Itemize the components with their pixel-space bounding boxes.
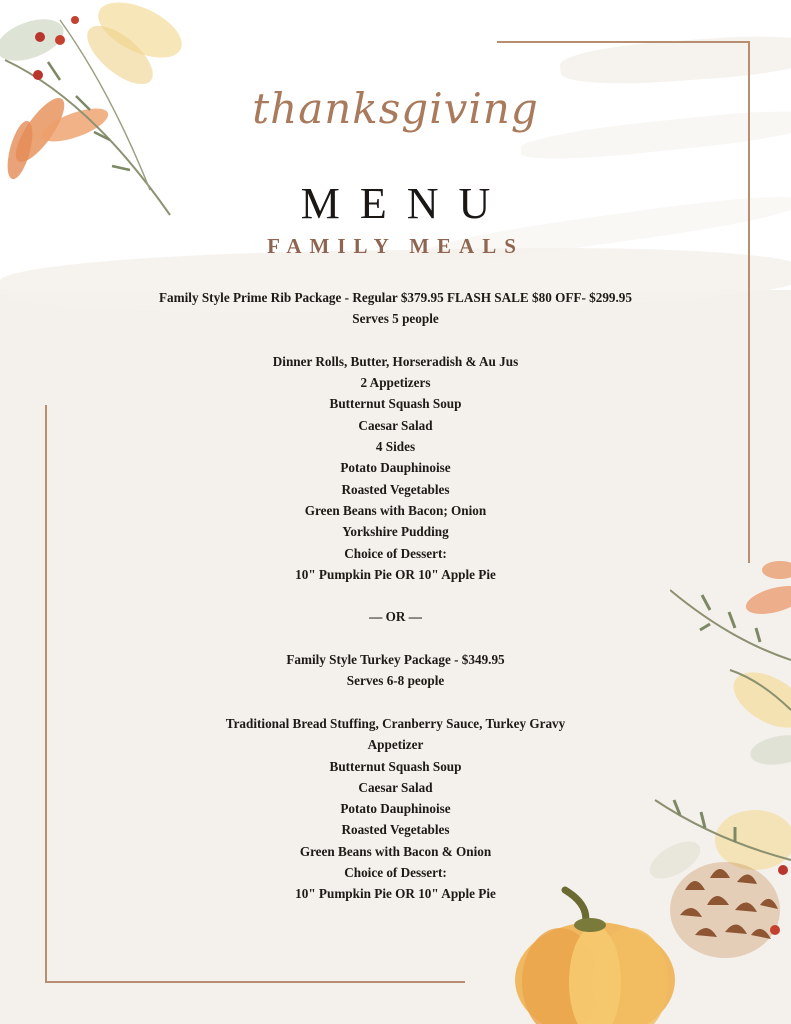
menu-item: Dinner Rolls, Butter, Horseradish & Au Jus <box>272 353 519 369</box>
menu-item: Yorkshire Pudding <box>342 524 449 540</box>
menu-item: Caesar Salad <box>358 779 433 795</box>
page-title: MENU <box>300 179 511 228</box>
menu-item: Green Beans with Bacon; Onion <box>304 502 487 518</box>
turkey-serves: Serves 6-8 people <box>346 673 445 689</box>
menu-item: 10" Pumpkin Pie OR 10" Apple Pie <box>295 566 496 582</box>
menu-item: 10" Pumpkin Pie OR 10" Apple Pie <box>295 886 496 902</box>
frame-top-line <box>497 41 749 43</box>
menu-item: Roasted Vegetables <box>341 822 450 838</box>
frame-bottom-line <box>45 981 465 983</box>
menu-item: Green Beans with Bacon & Onion <box>299 843 492 859</box>
prime-rib-heading: Family Style Prime Rib Package - Regular $379.95 FLASH SALE $80 OFF- $299.95 <box>158 290 632 305</box>
menu-item: Potato Dauphinoise <box>340 801 451 817</box>
menu-item: Choice of Dessert: <box>344 545 447 561</box>
menu-item: Butternut Squash Soup <box>329 758 462 774</box>
menu-item: Appetizer <box>367 737 424 753</box>
or-separator: — OR — <box>369 609 422 625</box>
menu-item: Choice of Dessert: <box>344 865 447 881</box>
menu-item: Traditional Bread Stuffing, Cranberry Sauce, Turkey Gravy <box>225 715 566 731</box>
prime-rib-serves: Serves 5 people <box>352 311 439 327</box>
menu-item: Roasted Vegetables <box>341 481 450 497</box>
script-title: thanksgiving <box>252 84 539 133</box>
frame-left-line <box>45 405 47 982</box>
menu-item: 4 Sides <box>375 439 416 455</box>
menu-item: Potato Dauphinoise <box>340 460 451 476</box>
page-subtitle: FAMILY MEALS <box>267 234 524 258</box>
menu-item: Caesar Salad <box>358 417 433 433</box>
menu-item: Butternut Squash Soup <box>329 396 462 412</box>
menu-body <box>80 287 711 905</box>
turkey-heading: Family Style Turkey Package - $349.95 <box>286 652 505 668</box>
menu-item: 2 Appetizers <box>360 375 431 391</box>
